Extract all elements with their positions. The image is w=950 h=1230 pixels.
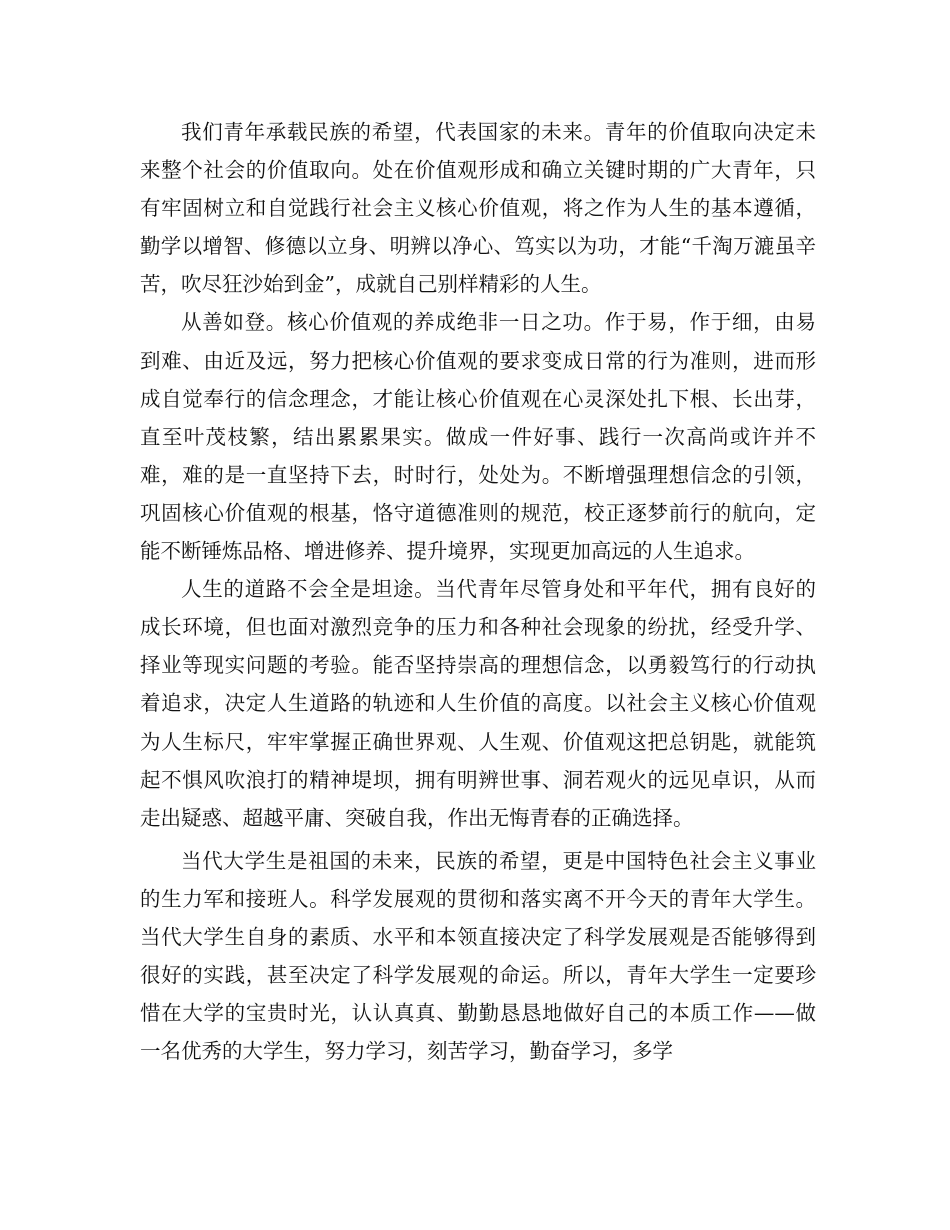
- paragraph-4: 当代大学生是祖国的未来，民族的希望，更是中国特色社会主义事业的生力军和接班人。科学发展观的贯彻和落实离不开今天的青年大学生。当代大学生自身的素质、水平和本领直接决定了科学发展观是否能够得到很好的实践，甚至决定了科学发展观的命运。所以，青年大学生一定要珍惜在大学的宝贵时光，认认真真、勤勤恳恳地做好自己的本质工作——做一名优秀的大学生，努力学习，刻苦学习，勤奋学习，多学: [140, 848, 816, 1064]
- paragraph-2: 从善如登。核心价值观的养成绝非一日之功。作于易，作于细，由易到难、由近及远，努力把核心价值观的要求变成日常的行为准则，进而形成自觉奉行的信念理念，才能让核心价值观在心灵深处扎下根、长出芽，直至叶茂枝繁，结出累累果实。做成一件好事、践行一次高尚或许并不难，难的是一直坚持下去，时时行，处处为。不断增强理想信念的引领，巩固核心价值观的根基，恪守道德准则的规范，校正逐梦前行的航向，定能不断锤炼品格、增进修养、提升境界，实现更加高远的人生追求。: [140, 310, 816, 564]
- paragraph-3: 人生的道路不会全是坦途。当代青年尽管身处和平年代，拥有良好的成长环境，但也面对激烈竞争的压力和各种社会现象的纷扰，经受升学、择业等现实问题的考验。能否坚持崇高的理想信念，以勇毅笃行的行动执着追求，决定人生道路的轨迹和人生价值的高度。以社会主义核心价值观为人生标尺，牢牢掌握正确世界观、人生观、价值观这把总钥匙，就能筑起不惧风吹浪打的精神堤坝，拥有明辨世事、洞若观火的远见卓识，从而走出疑惑、超越平庸、突破自我，作出无悔青春的正确选择。: [140, 577, 816, 830]
- paragraph-1: 我们青年承载民族的希望，代表国家的未来。青年的价值取向决定未来整个社会的价值取向。处在价值观形成和确立关键时期的广大青年，只有牢固树立和自觉践行社会主义核心价值观，将之作为人生的基本遵循，勤学以增智、修德以立身、明辨以净心、笃实以为功，才能“千淘万漉虽辛苦，吹尽狂沙始到金”，成就自己别样精彩的人生。: [140, 120, 816, 297]
- document-body: [140, 113, 816, 1070]
